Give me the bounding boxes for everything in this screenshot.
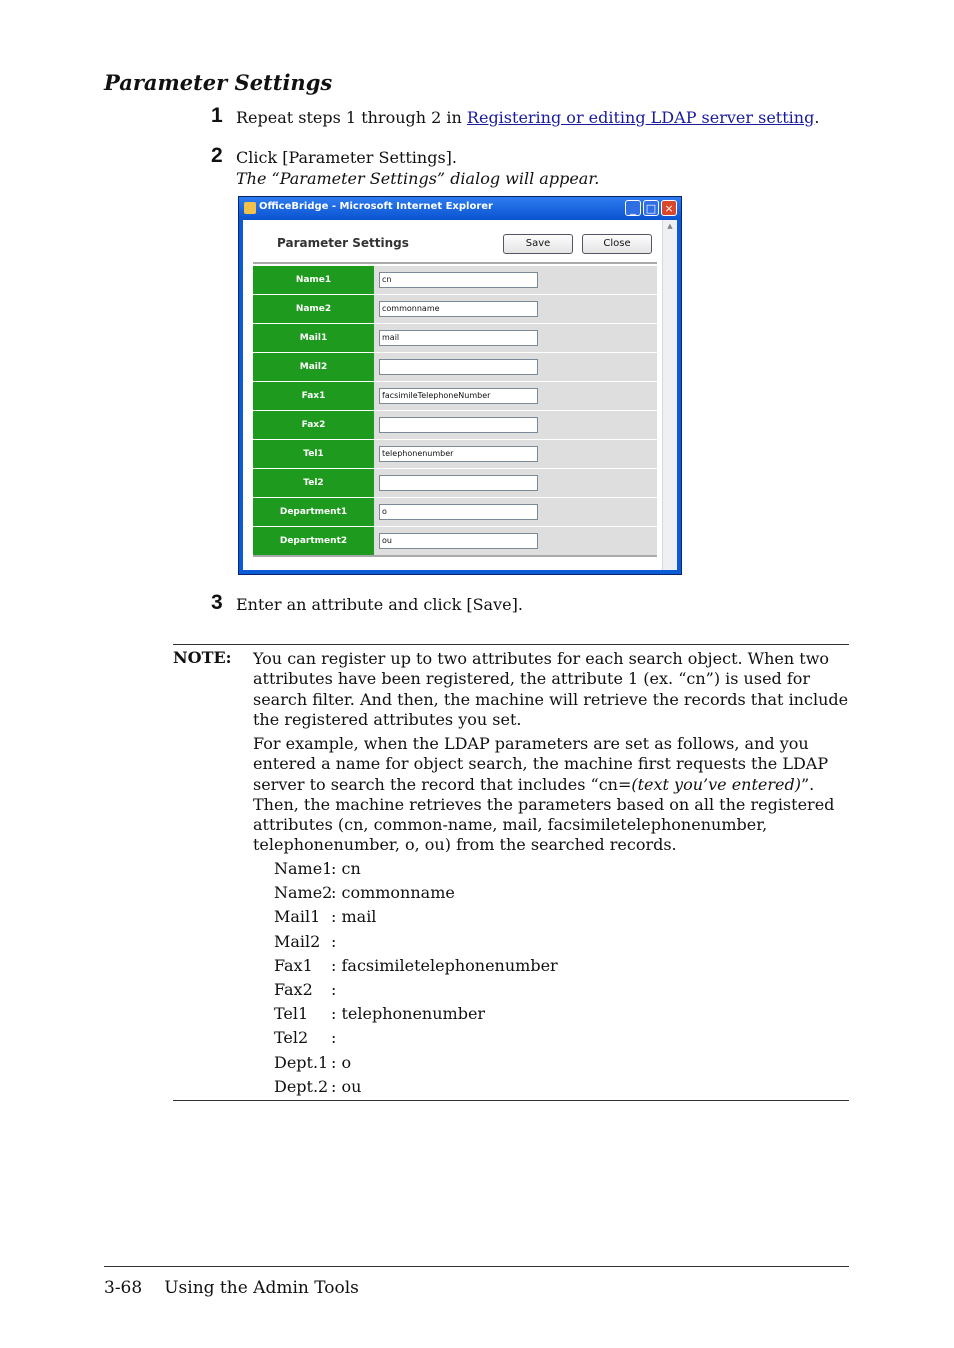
department2-input[interactable]: ou [379,533,538,549]
row-label: Name2 [253,295,374,323]
close-icon[interactable]: × [661,200,677,216]
note-label: NOTE: [173,648,232,667]
attribute-name: Tel1 [274,1004,309,1024]
attribute-value: : [331,1028,337,1048]
note-paragraph-2-end: ”. Then, the machine retrieves the parameters based on all the registered attributes (cn, common-name, mail, facsimiletelephonenumber, telephonenumber, o, ou) from the searched records. [253,774,835,855]
note-paragraph-1: You can register up to two attributes for each search object. When two attributes have been registered, the attribute 1 (ex. “cn”) is used for search filter. And then, the machine will retrieve the records that include the registered attributes you set. [253,649,849,729]
attribute-name: Dept.1 [274,1052,329,1072]
row-cell [374,266,657,294]
table-bottom-divider [253,555,657,557]
row-label: Tel1 [253,440,374,468]
vertical-scrollbar[interactable] [662,220,677,570]
step-2-result: The “Parameter Settings” dialog will appear. [236,169,600,188]
dialog-title: Parameter Settings [277,236,409,250]
table-row [253,411,657,440]
row-label: Fax1 [253,382,374,410]
step-1-text [236,107,819,128]
fax1-input[interactable]: facsimileTelephoneNumber [379,388,538,404]
page-number: 3-68 [104,1278,143,1298]
attribute-name: Mail1 [274,907,321,927]
browser-window [238,196,682,575]
name2-input[interactable]: commonname [379,301,538,317]
note-paragraph-2-start: For example, when the LDAP parameters are set as follows, and you entered a name for object search, the machine first requests the LDAP server to search the record that includes “cn= [253,734,829,794]
fax2-input[interactable] [379,417,538,433]
step-2-number: 2 [211,144,223,167]
mail1-input[interactable]: mail [379,330,538,346]
attribute-name: Fax1 [274,955,313,975]
row-cell [374,324,657,352]
row-cell [374,353,657,381]
attribute-value: : [331,931,337,951]
table-row [253,295,657,324]
department1-input[interactable]: o [379,504,538,520]
row-label: Name1 [253,266,374,294]
row-cell [374,382,657,410]
note-paragraph-2 [253,734,849,856]
row-label: Mail2 [253,353,374,381]
tel2-input[interactable] [379,475,538,491]
row-cell [374,440,657,468]
window-titlebar [239,197,681,220]
attribute-name: Fax2 [274,979,313,999]
note-paragraph-2-italic: (text you’ve entered) [631,774,801,794]
close-button[interactable]: Close [582,234,652,254]
scroll-up-icon[interactable]: ▲ [667,222,673,230]
note-bottom-rule [173,1100,849,1101]
step-3-text: Enter an attribute and click [Save]. [236,595,523,614]
step-2-text [236,147,599,189]
row-cell [374,498,657,526]
row-label: Tel2 [253,469,374,497]
attribute-value: : facsimiletelephonenumber [331,955,558,975]
row-label: Mail1 [253,324,374,352]
attribute-name: Name1 [274,859,333,878]
tel1-input[interactable]: telephonenumber [379,446,538,462]
table-row [253,353,657,382]
table-row [253,324,657,353]
window-client [243,220,677,570]
section-heading: Parameter Settings [104,70,333,95]
attribute-value: : telephonenumber [331,1004,486,1024]
footer-rule [104,1266,849,1267]
table-row [253,382,657,411]
maximize-icon[interactable]: □ [643,200,659,216]
ldap-server-setting-link[interactable]: Registering or editing LDAP server setting [466,108,815,127]
table-row [253,266,657,295]
chapter-title: Using the Admin Tools [164,1278,359,1298]
step-1-number: 1 [211,104,223,127]
attribute-value: : ou [331,1076,362,1096]
attribute-name: Dept.2 [274,1076,329,1096]
parameter-table [253,266,657,556]
attribute-value: : commonname [331,883,455,903]
attribute-name: Tel2 [274,1028,309,1048]
step-1-lead: Repeat steps 1 through 2 in [236,108,467,127]
note-top-rule [173,644,849,645]
step-1-tail: . [814,108,820,127]
table-row [253,498,657,527]
row-cell [374,527,657,555]
row-cell [374,469,657,497]
table-row [253,469,657,498]
page-footer [104,1278,359,1298]
row-cell [374,295,657,323]
browser-icon [244,202,256,214]
step-3-number: 3 [211,591,223,614]
mail2-input[interactable] [379,359,538,375]
row-cell [374,411,657,439]
header-divider [253,262,657,264]
attribute-value: : mail [331,907,377,927]
row-label: Department1 [253,498,374,526]
row-label: Department2 [253,527,374,555]
step-2-instruction: Click [Parameter Settings]. [236,148,457,167]
table-row [253,440,657,469]
window-title: OfficeBridge - Microsoft Internet Explorer [259,201,493,212]
attribute-value: : [331,979,337,999]
save-button[interactable]: Save [503,234,573,254]
table-row [253,527,657,556]
attribute-name: Name2 [274,883,333,903]
row-label: Fax2 [253,411,374,439]
attribute-value: : cn [331,859,361,878]
attribute-value: : o [331,1052,352,1072]
name1-input[interactable]: cn [379,272,538,288]
minimize-icon[interactable]: _ [625,200,641,216]
attribute-name: Mail2 [274,931,321,951]
